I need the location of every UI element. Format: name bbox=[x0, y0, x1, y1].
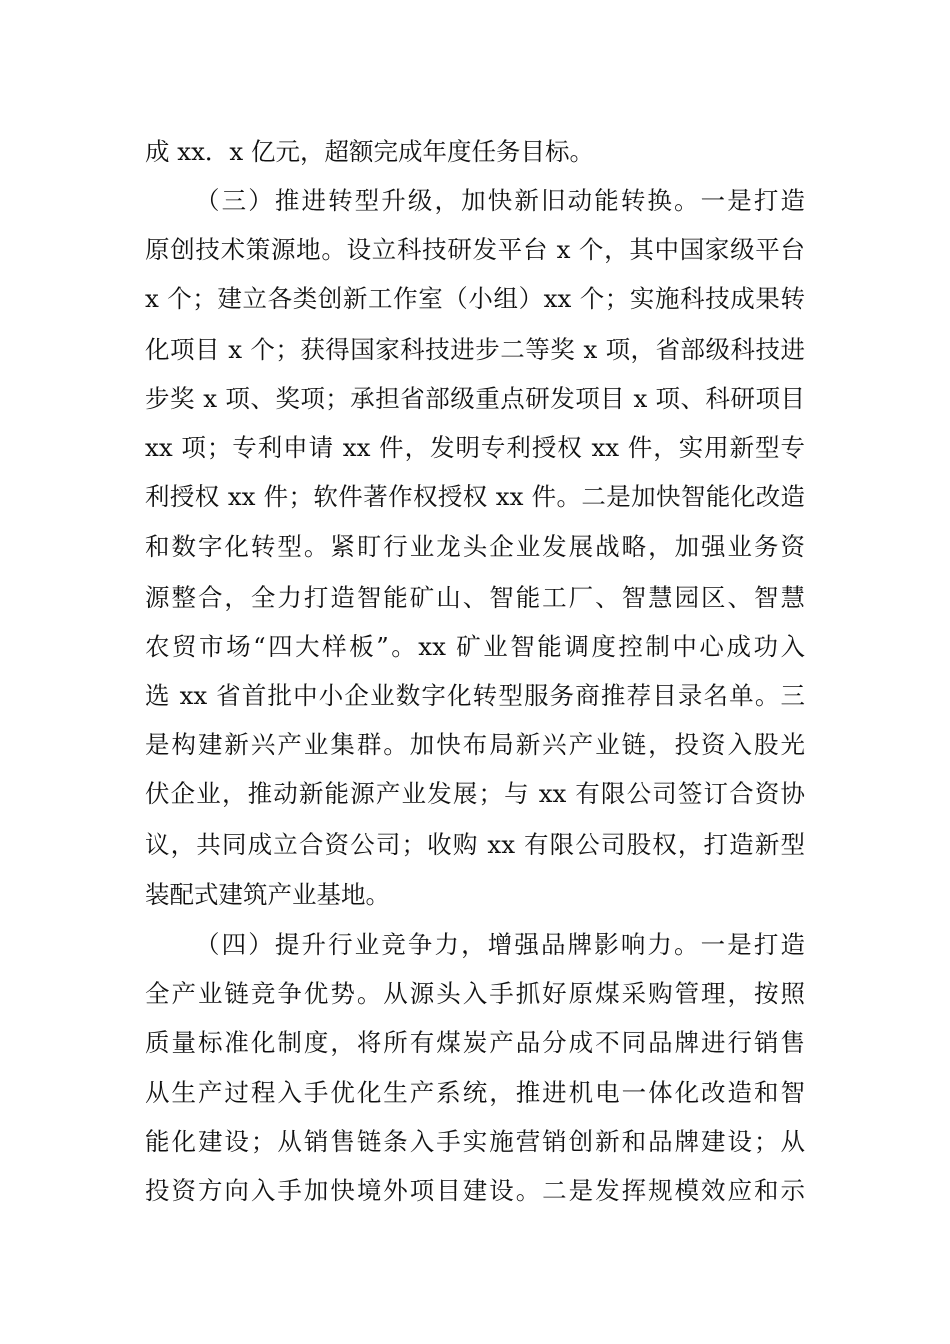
text-line-20: 从生产过程入手优化生产系统，推进机电一体化改造和智 bbox=[145, 1078, 805, 1107]
text-line-10: 源整合，全力打造智能矿山、智能工厂、智慧园区、智慧 bbox=[145, 583, 805, 612]
text-line-9: 和数字化转型。紧盯行业龙头企业发展战略，加强业务资 bbox=[145, 532, 805, 561]
text-line-4: x 个；建立各类创新工作室（小组）xx 个；实施科技成果转 bbox=[145, 284, 805, 313]
text-line-2: （三）推进转型升级，加快新旧动能转换。一是打造 bbox=[195, 186, 805, 215]
text-line-16: 装配式建筑产业基地。 bbox=[145, 880, 390, 909]
text-line-5: 化项目 x 个；获得国家科技进步二等奖 x 项，省部级科技进 bbox=[145, 335, 805, 364]
text-line-21: 能化建设；从销售链条入手实施营销创新和品牌建设；从 bbox=[145, 1127, 805, 1156]
text-line-13: 是构建新兴产业集群。加快布局新兴产业链，投资入股光 bbox=[145, 730, 805, 759]
text-line-15: 议，共同成立合资公司；收购 xx 有限公司股权，打造新型 bbox=[145, 830, 805, 859]
text-line-11: 农贸市场“四大样板”。xx 矿业智能调度控制中心成功入 bbox=[145, 632, 805, 661]
text-line-6: 步奖 x 项、奖项；承担省部级重点研发项目 x 项、科研项目 bbox=[145, 384, 805, 413]
text-line-19: 质量标准化制度，将所有煤炭产品分成不同品牌进行销售 bbox=[145, 1028, 805, 1057]
text-line-17: （四）提升行业竞争力，增强品牌影响力。一是打造 bbox=[195, 930, 805, 959]
text-line-14: 伏企业，推动新能源产业发展；与 xx 有限公司签订合资协 bbox=[145, 779, 805, 808]
text-line-18: 全产业链竞争优势。从源头入手抓好原煤采购管理，按照 bbox=[145, 979, 805, 1008]
text-line-8: 利授权 xx 件；软件著作权授权 xx 件。二是加快智能化改造 bbox=[145, 482, 805, 511]
text-line-1: 成 xx．x 亿元，超额完成年度任务目标。 bbox=[145, 137, 595, 166]
text-line-7: xx 项；专利申请 xx 件，发明专利授权 xx 件，实用新型专 bbox=[145, 433, 805, 462]
text-line-12: 选 xx 省首批中小企业数字化转型服务商推荐目录名单。三 bbox=[145, 681, 805, 710]
text-line-3: 原创技术策源地。设立科技研发平台 x 个，其中国家级平台 bbox=[145, 235, 805, 264]
text-line-22: 投资方向入手加快境外项目建设。二是发挥规模效应和示 bbox=[145, 1176, 805, 1205]
